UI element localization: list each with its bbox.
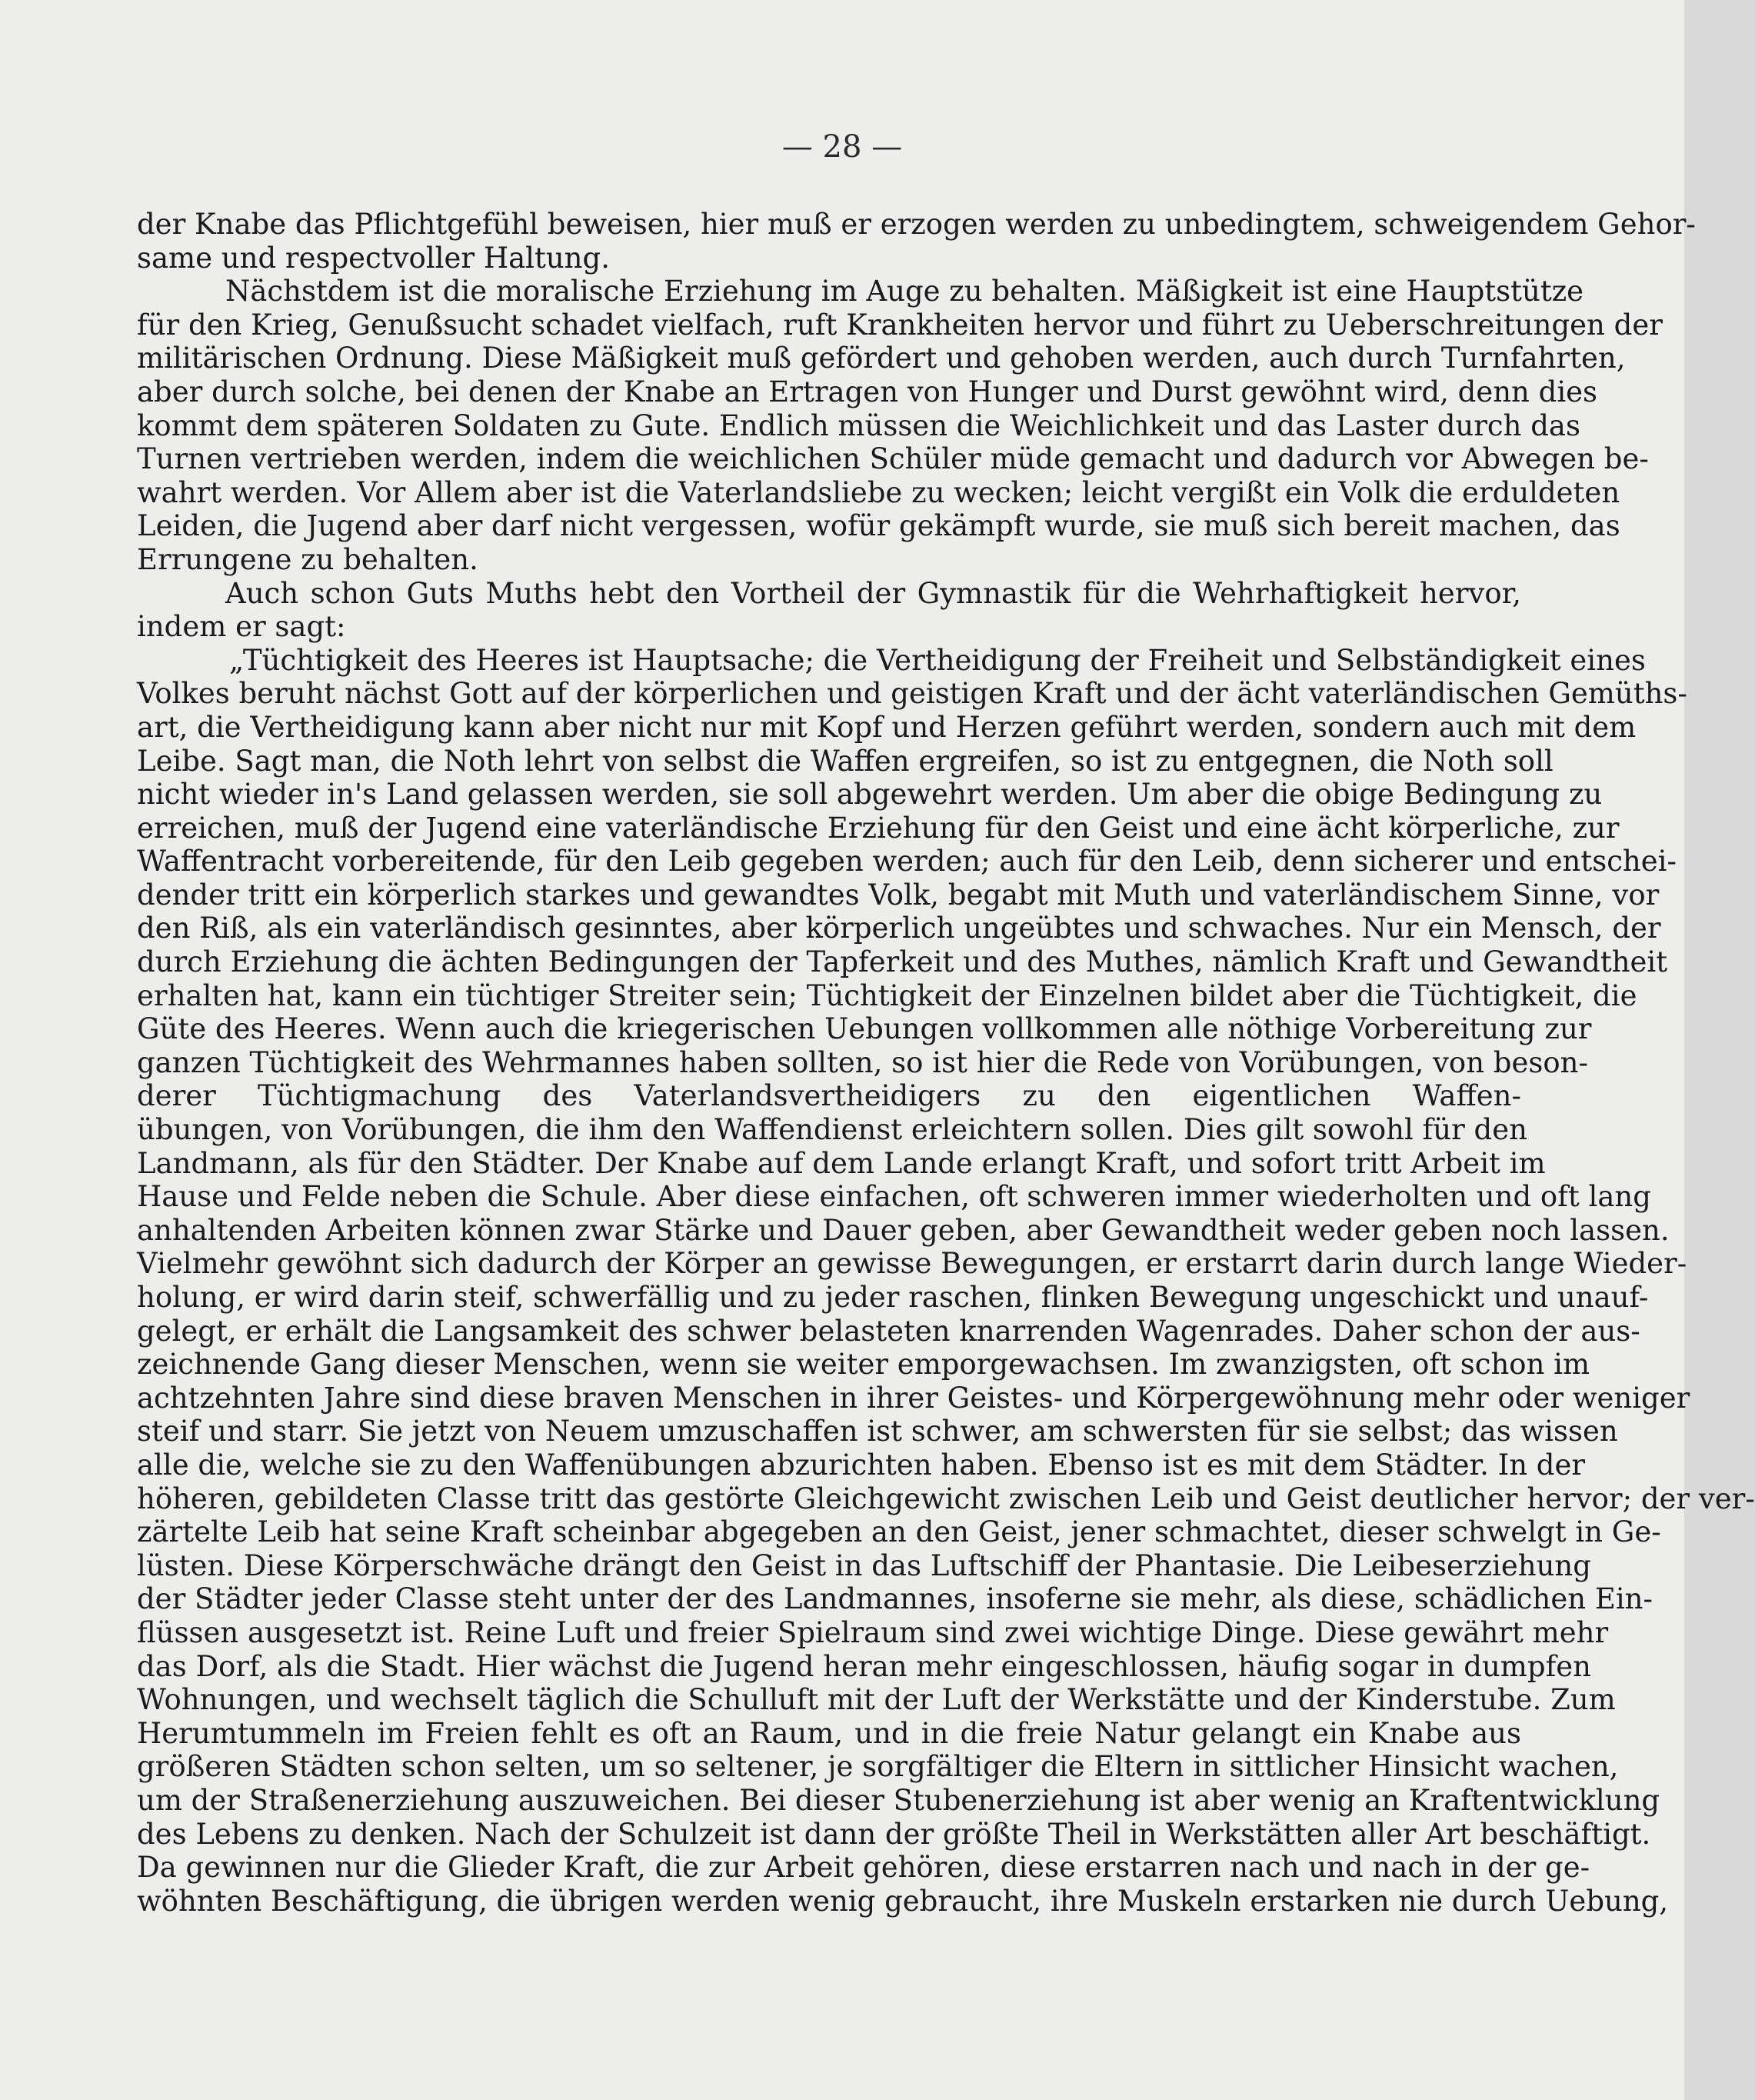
body-text bbox=[137, 208, 1755, 1918]
text-line: höheren, gebildeten Classe tritt das gestörte Gleichgewicht zwischen Leib und Geist deutlicher hervor; der ver- bbox=[137, 1482, 1755, 1515]
page-number: — 28 — bbox=[781, 129, 903, 165]
text-line: steif und starr. Sie jetzt von Neuem umzuschaffen ist schwer, am schwersten für sie selbst; das wissen bbox=[137, 1415, 1618, 1448]
text-line: art, die Vertheidigung kann aber nicht nur mit Kopf und Herzen geführt werden, sondern auch mit dem bbox=[137, 710, 1637, 744]
text-line: Leibe. Sagt man, die Noth lehrt von selbst die Waffen ergreifen, so ist zu entgegnen, die Noth soll bbox=[137, 744, 1554, 778]
text-line: der Knabe das Pflichtgefühl beweisen, hier muß er erzogen werden zu unbedingtem, schweigendem Gehor- bbox=[137, 208, 1696, 241]
text-line: Landmann, als für den Städter. Der Knabe auf dem Lande erlangt Kraft, und sofort tritt Arbeit im bbox=[137, 1146, 1546, 1180]
text-line: aber durch solche, bei denen der Knabe an Ertragen von Hunger und Durst gewöhnt wird, denn dies bbox=[137, 375, 1598, 408]
text-line: indem er sagt: bbox=[137, 610, 346, 644]
text-line: alle die, welche sie zu den Waffenübungen abzurichten haben. Ebenso ist es mit dem Städter. In der bbox=[137, 1448, 1586, 1482]
text-line: zeichnende Gang dieser Menschen, wenn sie weiter emporgewachsen. Im zwanzigsten, oft schon im bbox=[137, 1348, 1590, 1382]
text-line: Güte des Heeres. Wenn auch die kriegerischen Uebungen vollkommen alle nöthige Vorbereitung zur bbox=[137, 1012, 1592, 1046]
text-line: militärischen Ordnung. Diese Mäßigkeit muß gefördert und gehoben werden, auch durch Turnfahrten, bbox=[137, 342, 1626, 375]
text-line: holung, er wird darin steif, schwerfällig und zu jeder raschen, flinken Bewegung ungeschickt und unauf- bbox=[137, 1281, 1649, 1314]
text-line: durch Erziehung die ächten Bedingungen der Tapferkeit und des Muthes, nämlich Kraft und Gewandtheit bbox=[137, 945, 1668, 979]
text-line: gelegt, er erhält die Langsamkeit des schwer belasteten knarrenden Wagenrades. Daher schon der aus- bbox=[137, 1314, 1640, 1348]
text-line: wöhnten Beschäftigung, die übrigen werden wenig gebraucht, ihre Muskeln erstarken nie durch Uebung, bbox=[137, 1884, 1669, 1918]
text-line: zärtelte Leib hat seine Kraft scheinbar abgegeben an den Geist, jener schmachtet, dieser schwelgt in Ge- bbox=[137, 1515, 1661, 1549]
text-line: den Riß, als ein vaterländisch gesinntes, aber körperlich ungeübtes und schwaches. Nur ein Mensch, der bbox=[137, 912, 1661, 945]
text-line: das Dorf, als die Stadt. Hier wächst die Jugend heran mehr eingeschlossen, häufig sogar in dumpfen bbox=[137, 1649, 1591, 1683]
text-line: Da gewinnen nur die Glieder Kraft, die zur Arbeit gehören, diese erstarren nach und nach in der ge- bbox=[137, 1851, 1590, 1885]
text-line: Hause und Felde neben die Schule. Aber diese einfachen, oft schweren immer wiederholten und oft lang bbox=[137, 1180, 1651, 1214]
text-line: um der Straßenerziehung auszuweichen. Bei dieser Stubenerziehung ist aber wenig an Kraftentwicklung bbox=[137, 1783, 1660, 1817]
text-line: der Städter jeder Classe steht unter der des Landmannes, insoferne sie mehr, als diese, schädlichen Ein- bbox=[137, 1582, 1653, 1616]
text-line: übungen, von Vorübungen, die ihm den Waffendienst erleichtern sollen. Dies gilt sowohl für den bbox=[137, 1113, 1527, 1147]
text-line: Nächstdem ist die moralische Erziehung im Auge zu behalten. Mäßigkeit ist eine Hauptstütze bbox=[225, 275, 1584, 308]
text-line: Vielmehr gewöhnt sich dadurch der Körper an gewisse Bewegungen, er erstarrt darin durch lange Wieder- bbox=[137, 1247, 1687, 1281]
text-line: lüsten. Diese Körperschwäche drängt den Geist in das Luftschiff der Phantasie. Die Leibeserziehung bbox=[137, 1548, 1591, 1582]
text-line: ganzen Tüchtigkeit des Wehrmannes haben sollten, so ist hier die Rede von Vorübungen, von beson- bbox=[137, 1045, 1588, 1079]
text-line: Volkes beruht nächst Gott auf der körperlichen und geistigen Kraft und der ächt vaterländischen Gemüths- bbox=[137, 677, 1687, 711]
text-line: achtzehnten Jahre sind diese braven Menschen in ihrer Geistes- und Körpergewöhnung mehr oder weniger bbox=[137, 1381, 1690, 1415]
text-line: Leiden, die Jugend aber darf nicht vergessen, wofür gekämpft wurde, sie muß sich bereit machen, das bbox=[137, 509, 1620, 543]
text-line: derer Tüchtigmachung des Vaterlandsvertheidigers zu den eigentlichen Waffen- bbox=[137, 1079, 1521, 1113]
text-line: kommt dem späteren Soldaten zu Gute. Endlich müssen die Weichlichkeit und das Laster durch das bbox=[137, 408, 1580, 442]
text-line: dender tritt ein körperlich starkes und gewandtes Volk, begabt mit Muth und vaterländischem Sinne, vor bbox=[137, 878, 1660, 912]
text-line: „Tüchtigkeit des Heeres ist Hauptsache; die Vertheidigung der Freiheit und Selbständigkeit eines bbox=[229, 643, 1646, 677]
text-line: Auch schon Guts Muths hebt den Vortheil der Gymnastik für die Wehrhaftigkeit hervor, bbox=[225, 576, 1521, 610]
text-line: Errungene zu behalten. bbox=[137, 542, 478, 576]
text-line: wahrt werden. Vor Allem aber ist die Vaterlandsliebe zu wecken; leicht vergißt ein Volk die erduldeten bbox=[137, 475, 1620, 509]
text-line: erreichen, muß der Jugend eine vaterländische Erziehung für den Geist und eine ächt körperliche, zur bbox=[137, 811, 1620, 845]
text-line: für den Krieg, Genußsucht schadet vielfach, ruft Krankheiten hervor und führt zu Ueberschreitungen der bbox=[137, 308, 1663, 342]
text-line: Turnen vertrieben werden, indem die weichlichen Schüler müde gemacht und dadurch vor Abwegen be- bbox=[137, 442, 1649, 476]
text-line: größeren Städten schon selten, um so seltener, je sorgfältiger die Eltern in sittlicher Hinsicht wachen, bbox=[137, 1750, 1619, 1784]
text-line: anhaltenden Arbeiten können zwar Stärke und Dauer geben, aber Gewandtheit weder geben noch lassen. bbox=[137, 1213, 1670, 1247]
text-line: Herumtummeln im Freien fehlt es oft an Raum, und in die freie Natur gelangt ein Knabe aus bbox=[137, 1716, 1521, 1750]
text-line: flüssen ausgesetzt ist. Reine Luft und freier Spielraum sind zwei wichtige Dinge. Diese gewährt mehr bbox=[137, 1615, 1609, 1649]
text-line: nicht wieder in's Land gelassen werden, sie soll abgewehrt werden. Um aber die obige Bedingung zu bbox=[137, 778, 1603, 812]
text-line: Wohnungen, und wechselt täglich die Schulluft mit der Luft der Werkstätte und der Kinderstube. Zum bbox=[137, 1683, 1616, 1717]
text-line: same und respectvoller Haltung. bbox=[137, 241, 610, 275]
text-line: des Lebens zu denken. Nach der Schulzeit ist dann der größte Theil in Werkstätten aller Art beschäftigt. bbox=[137, 1817, 1651, 1851]
text-line: Waffentracht vorbereitende, für den Leib gegeben werden; auch für den Leib, denn sicherer und entschei- bbox=[137, 845, 1677, 878]
text-line: erhalten hat, kann ein tüchtiger Streiter sein; Tüchtigkeit der Einzelnen bildet aber die Tüchtigkeit, die bbox=[137, 978, 1637, 1012]
